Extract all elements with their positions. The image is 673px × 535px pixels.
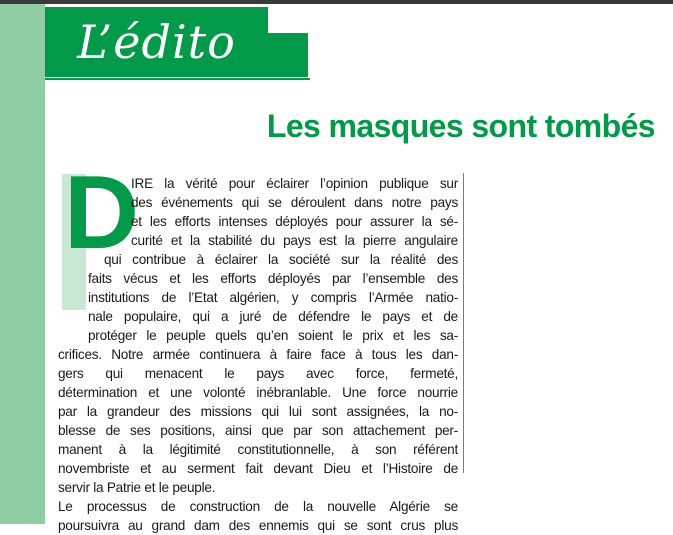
body-line: et les efforts intenses déployés pour assurer la sé-: [131, 214, 458, 229]
section-banner: [45, 7, 268, 77]
drop-cap: D: [64, 155, 140, 271]
body-line: IRE la vérité pour éclairer l’opinion publique sur: [131, 176, 458, 191]
article-title: Les masques sont tombés: [266, 108, 655, 144]
body-line: manent à la légitimité constitutionnelle, à son référent: [58, 442, 458, 457]
body-line: nale populaire, qui a juré de défendre le pays et de: [88, 309, 458, 324]
body-line: institutions de l’Etat algérien, y compris l’Armée natio-: [88, 290, 458, 305]
body-line: faits vécus et les efforts déployés par l’ensemble des: [88, 271, 458, 286]
body-line: Le processus de construction de la nouvelle Algérie se: [58, 499, 458, 514]
body-line: qui contribue à éclairer la société sur la réalité des: [104, 252, 458, 267]
column-rule: [463, 173, 464, 473]
body-line: novembriste et au serment fait devant Dieu et l’Histoire de: [58, 461, 458, 476]
body-line: détermination et une volonté inébranlable. Une force nourrie: [58, 385, 458, 400]
body-line: poursuivra au grand dam des ennemis qui se sont crus plus: [58, 518, 458, 533]
body-line: crifices. Notre armée continuera à faire face à tous les dan-: [58, 347, 458, 362]
body-line: blesse de ses positions, ainsi que par son attachement per-: [58, 423, 458, 438]
body-line: servir la Patrie et le peuple.: [58, 480, 216, 495]
body-line: protéger le peuple quels qu’en soient le prix et les sa-: [88, 328, 458, 343]
top-border: [0, 0, 673, 4]
section-underline: [45, 78, 310, 80]
section-label: L’édito: [77, 15, 236, 69]
body-line: par la grandeur des missions qui lui sont assignées, la no-: [58, 404, 458, 419]
body-line: gers qui menacent le pays avec force, fermeté,: [58, 366, 458, 381]
left-margin-strip: [0, 4, 45, 524]
body-line: curité et la stabilité du pays est la pierre angulaire: [131, 233, 458, 248]
body-line: des événements qui se déroulent dans notre pays: [131, 195, 458, 210]
section-banner-extension: [268, 33, 308, 77]
